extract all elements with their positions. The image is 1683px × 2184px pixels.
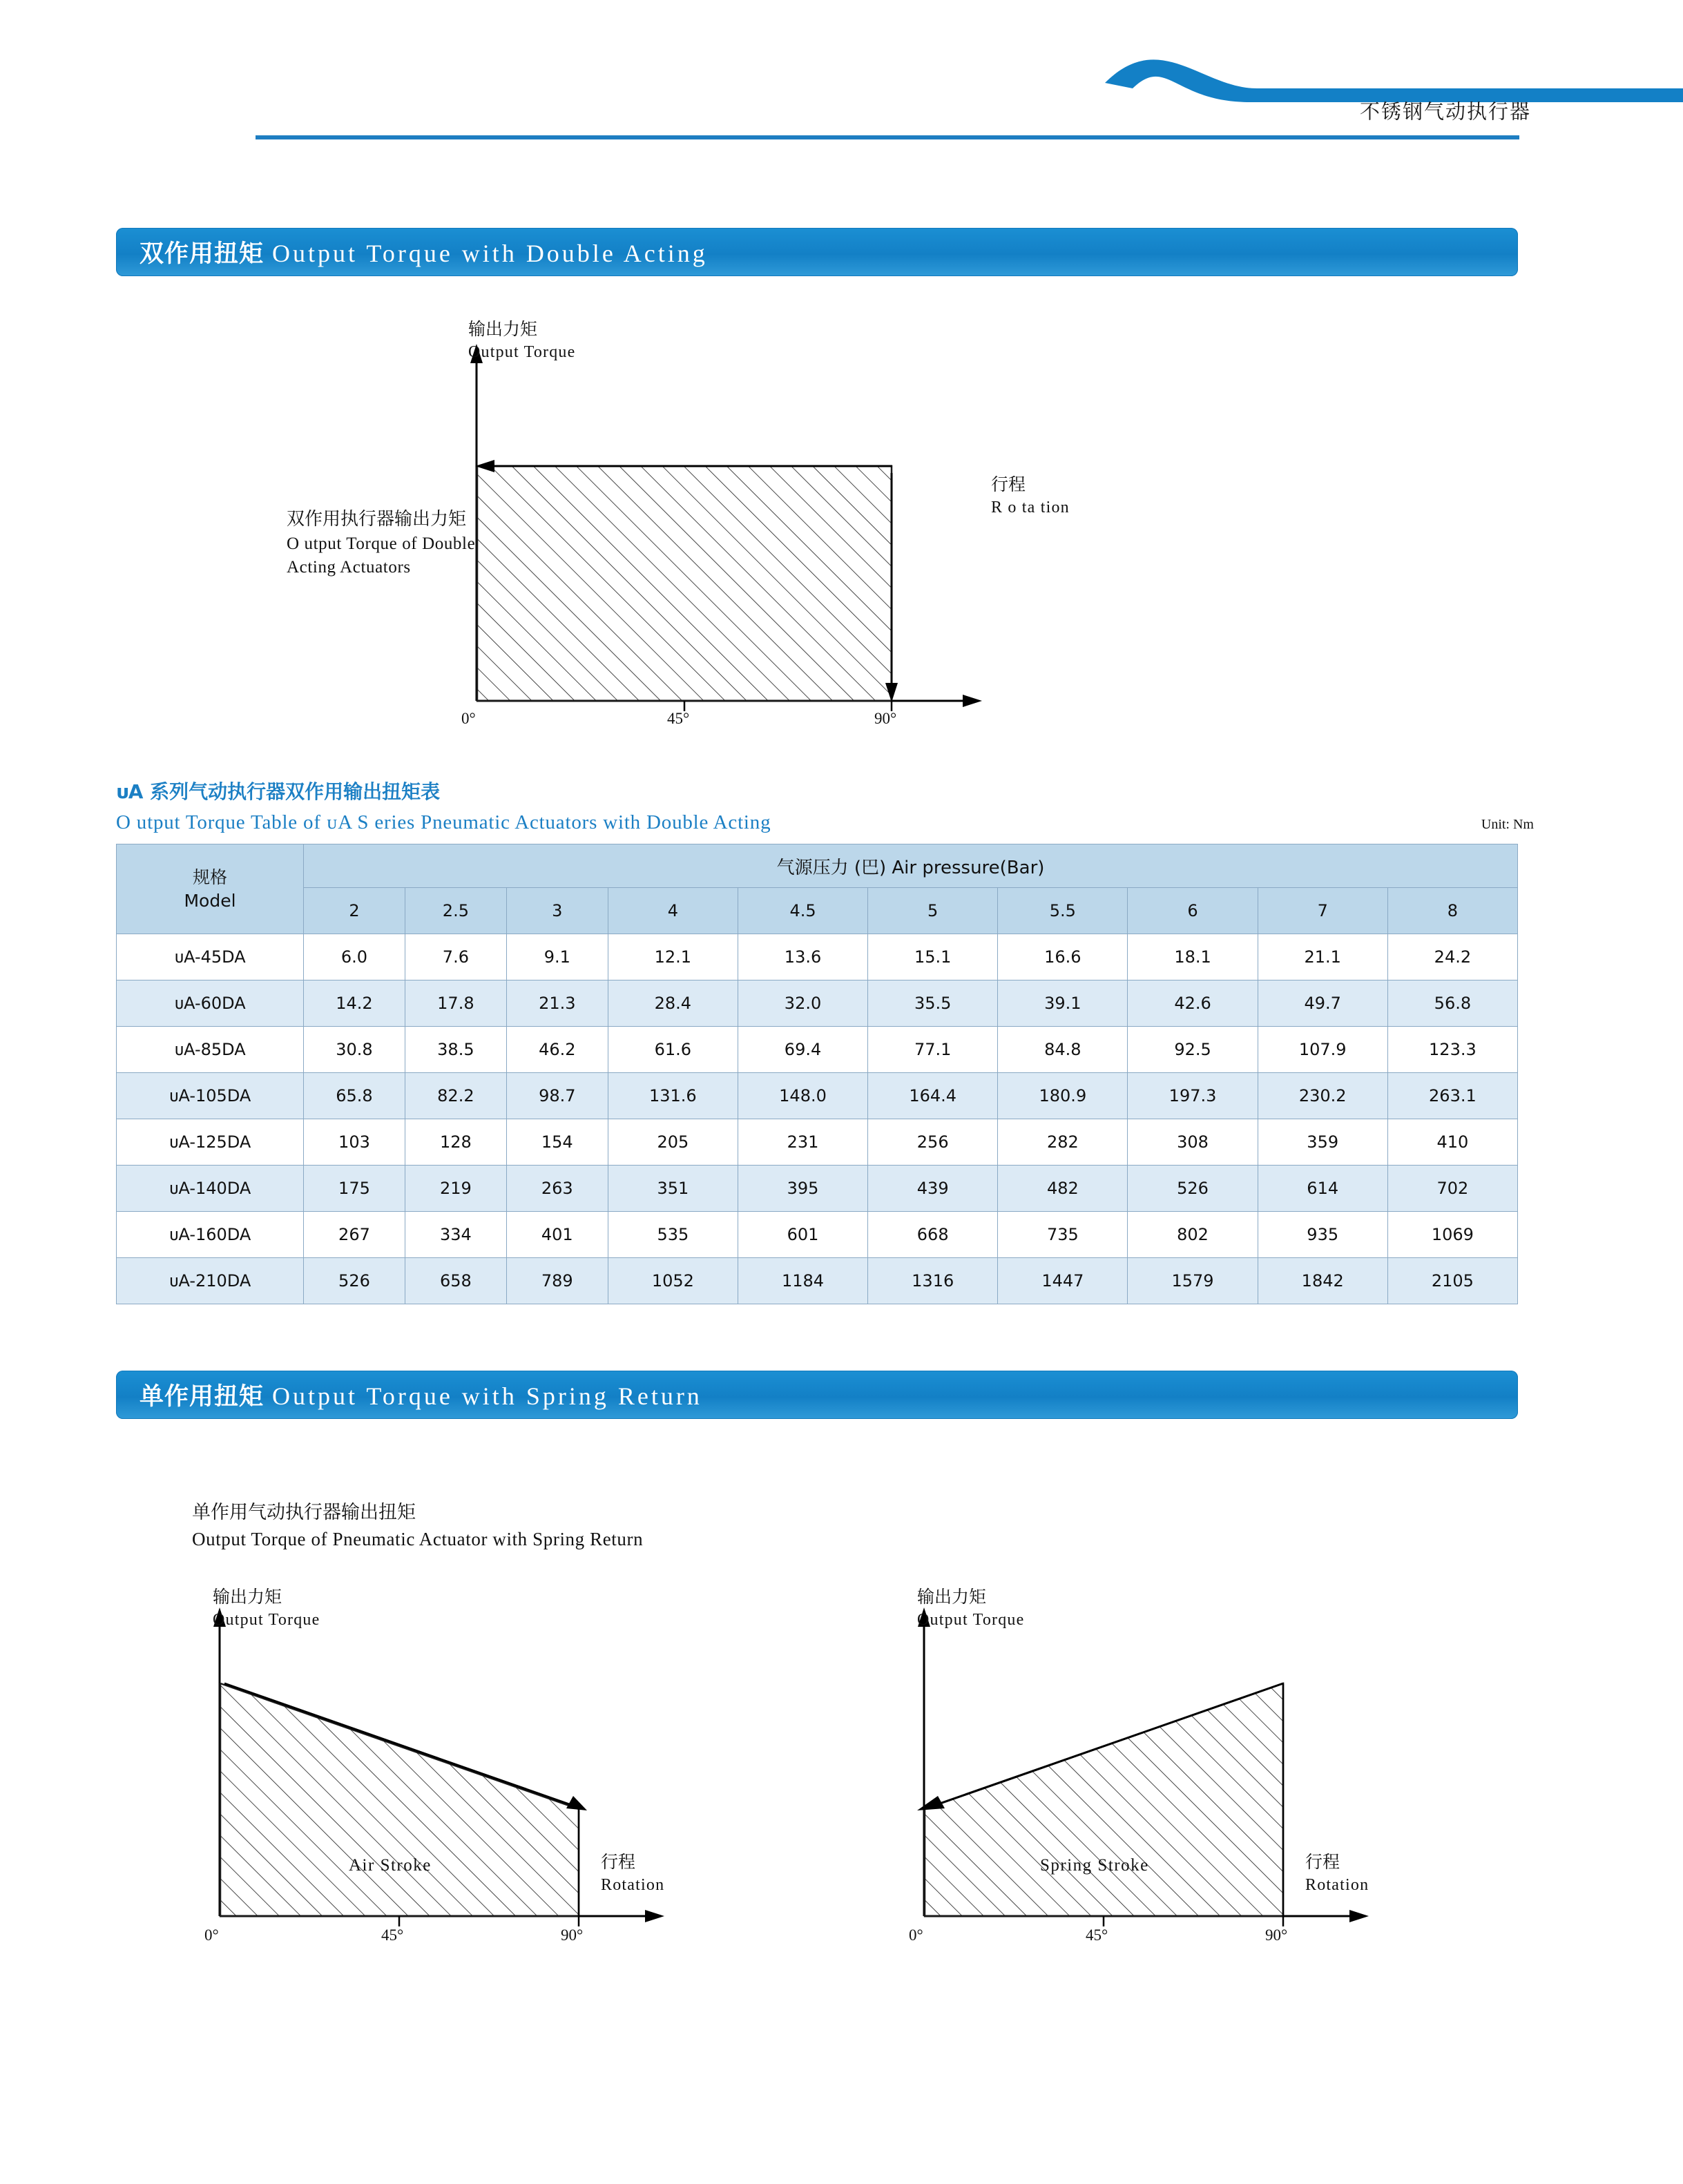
table-cell-value: 30.8: [304, 1027, 405, 1073]
table-cell-model: ᴜA-140DA: [117, 1166, 304, 1212]
table-cell-value: 14.2: [304, 980, 405, 1027]
table-cell-value: 410: [1387, 1119, 1517, 1166]
table-cell-value: 21.3: [506, 980, 608, 1027]
table-title-en: O utput Torque Table of ᴜA S eries Pneumatic Actuators with Double Acting: [116, 811, 771, 833]
spring-caption-en: Output Torque of Pneumatic Actuator with Spring Return: [192, 1529, 644, 1550]
table-row: [117, 1258, 1518, 1304]
table-cell-value: 107.9: [1258, 1027, 1387, 1073]
table-header-pressure-2: 2: [304, 888, 405, 934]
table-cell-value: 230.2: [1258, 1073, 1387, 1119]
y-axis-label-spring-stroke: [917, 1585, 1024, 1631]
table-header-row-1: [117, 844, 1518, 888]
table-cell-value: 175: [304, 1166, 405, 1212]
x-axis-label-spring-stroke: [1305, 1850, 1369, 1896]
table-unit-label: Unit: Nm: [1481, 817, 1534, 832]
x-axis-label-cn: 行程: [991, 474, 1026, 494]
table-cell-value: 395: [738, 1166, 867, 1212]
torque-table: [116, 844, 1518, 1304]
spring-caption-cn: 单作用气动执行器输出扭矩: [192, 1502, 416, 1523]
table-cell-value: 197.3: [1128, 1073, 1258, 1119]
table-cell-value: 38.5: [405, 1027, 506, 1073]
x-axis-label-en: Rotation: [1305, 1875, 1369, 1894]
table-cell-value: 56.8: [1387, 980, 1517, 1027]
banner-label-en: Output Torque with Double Acting: [272, 240, 708, 267]
table-cell-value: 231: [738, 1119, 867, 1166]
table-cell-value: 1842: [1258, 1258, 1387, 1304]
table-header-pressure-5.5: 5.5: [998, 888, 1128, 934]
tick-45deg-air: 45°: [381, 1926, 404, 1944]
table-row: [117, 1073, 1518, 1119]
table-title-cn: ᴜA 系列气动执行器双作用输出扭矩表: [116, 780, 441, 803]
table-cell-value: 84.8: [998, 1027, 1128, 1073]
table-cell-value: 65.8: [304, 1073, 405, 1119]
tick-0deg-spring: 0°: [909, 1926, 923, 1944]
table-cell-value: 21.1: [1258, 934, 1387, 980]
table-body: [117, 934, 1518, 1304]
table-cell-value: 802: [1128, 1212, 1258, 1258]
table-cell-value: 535: [608, 1212, 738, 1258]
model-header-en: Model: [184, 890, 236, 911]
table-header-pressure-4.5: 4.5: [738, 888, 867, 934]
banner-label-cn: 双作用扭矩: [140, 240, 265, 268]
table-row: [117, 1119, 1518, 1166]
table-cell-value: 6.0: [304, 934, 405, 980]
table-cell-model: ᴜA-125DA: [117, 1119, 304, 1166]
table-cell-value: 1579: [1128, 1258, 1258, 1304]
y-axis-label-left-chart: [468, 318, 575, 363]
table-cell-value: 482: [998, 1166, 1128, 1212]
spring-stroke-svg: [877, 1595, 1450, 1968]
tick-45deg-spring: 45°: [1086, 1926, 1108, 1944]
table-cell-value: 1069: [1387, 1212, 1517, 1258]
table-cell-value: 1184: [738, 1258, 867, 1304]
table-cell-model: ᴜA-45DA: [117, 934, 304, 980]
page-header: [0, 0, 1683, 166]
table-cell-value: 351: [608, 1166, 738, 1212]
table-cell-value: 1316: [868, 1258, 998, 1304]
table-header-model: [117, 844, 304, 934]
table-cell-value: 658: [405, 1258, 506, 1304]
x-axis-label-en: R o ta tion: [991, 498, 1070, 516]
table-cell-value: 164.4: [868, 1073, 998, 1119]
banner-label-cn-2: 单作用扭矩: [140, 1383, 265, 1411]
table-cell-value: 103: [304, 1119, 405, 1166]
table-cell-value: 1052: [608, 1258, 738, 1304]
table-cell-value: 92.5: [1128, 1027, 1258, 1073]
table-cell-value: 668: [868, 1212, 998, 1258]
table-cell-value: 401: [506, 1212, 608, 1258]
table-cell-value: 13.6: [738, 934, 867, 980]
table-cell-value: 16.6: [998, 934, 1128, 980]
tick-90deg-air: 90°: [561, 1926, 584, 1944]
table-cell-value: 205: [608, 1119, 738, 1166]
table-cell-value: 439: [868, 1166, 998, 1212]
banner-label-en-2: Output Torque with Spring Return: [272, 1382, 702, 1410]
y-axis-label-en: Output Torque: [468, 342, 576, 361]
table-cell-value: 17.8: [405, 980, 506, 1027]
table-cell-value: 82.2: [405, 1073, 506, 1119]
table-cell-value: 282: [998, 1119, 1128, 1166]
x-axis-label-en: Rotation: [601, 1875, 665, 1894]
air-stroke-svg: [173, 1595, 746, 1968]
table-cell-value: 359: [1258, 1119, 1387, 1166]
section-banner-spring-return: [116, 1371, 1518, 1419]
table-cell-value: 7.6: [405, 934, 506, 980]
table-cell-value: 263.1: [1387, 1073, 1517, 1119]
table-cell-value: 28.4: [608, 980, 738, 1027]
double-acting-diagram: [262, 319, 1229, 739]
y-axis-label-en: Output Torque: [917, 1610, 1025, 1629]
header-decoration: [0, 0, 1683, 166]
table-cell-value: 46.2: [506, 1027, 608, 1073]
table-cell-value: 32.0: [738, 980, 867, 1027]
banner-label-group: [140, 235, 708, 269]
table-cell-value: 128: [405, 1119, 506, 1166]
table-cell-value: 12.1: [608, 934, 738, 980]
table-cell-value: 24.2: [1387, 934, 1517, 980]
spring-return-caption: [192, 1500, 643, 1553]
caption-en-line1: O utput Torque of Double: [287, 534, 476, 553]
table-row: [117, 1166, 1518, 1212]
table-cell-value: 42.6: [1128, 980, 1258, 1027]
tick-45deg: 45°: [667, 710, 690, 727]
table-cell-value: 9.1: [506, 934, 608, 980]
tick-90deg-spring: 90°: [1265, 1926, 1288, 1944]
table-cell-value: 526: [304, 1258, 405, 1304]
table-cell-value: 154: [506, 1119, 608, 1166]
air-stroke-label: Air Stroke: [349, 1856, 432, 1875]
table-cell-value: 123.3: [1387, 1027, 1517, 1073]
table-cell-value: 18.1: [1128, 934, 1258, 980]
y-axis-label-en: Output Torque: [213, 1610, 320, 1629]
tick-90deg: 90°: [874, 710, 897, 727]
tick-0deg-air: 0°: [204, 1926, 219, 1944]
table-cell-value: 614: [1258, 1166, 1387, 1212]
banner-label-group-2: [140, 1378, 702, 1412]
table-cell-value: 2105: [1387, 1258, 1517, 1304]
table-cell-value: 334: [405, 1212, 506, 1258]
page-title: 不锈钢气动执行器: [1359, 99, 1531, 124]
table-header-pressure-6: 6: [1128, 888, 1258, 934]
x-axis-label-left-chart: [991, 473, 1070, 519]
table-header-pressure-2.5: 2.5: [405, 888, 506, 934]
table-row: [117, 1027, 1518, 1073]
x-axis-label-cn: 行程: [1305, 1852, 1340, 1872]
table-cell-model: ᴜA-160DA: [117, 1212, 304, 1258]
table-row: [117, 1212, 1518, 1258]
table-cell-value: 702: [1387, 1166, 1517, 1212]
table-cell-value: 148.0: [738, 1073, 867, 1119]
table-cell-value: 180.9: [998, 1073, 1128, 1119]
table-cell-value: 308: [1128, 1119, 1258, 1166]
table-header-pressure-7: 7: [1258, 888, 1387, 934]
table-cell-value: 131.6: [608, 1073, 738, 1119]
table-cell-value: 39.1: [998, 980, 1128, 1027]
table-header-pressure: 气源压力 (巴) Air pressure(Bar): [304, 844, 1518, 888]
table-cell-value: 263: [506, 1166, 608, 1212]
double-acting-caption: [287, 508, 604, 580]
table-cell-value: 77.1: [868, 1027, 998, 1073]
y-axis-label-cn: 输出力矩: [468, 319, 538, 339]
model-header-cn: 规格: [192, 867, 227, 887]
y-axis-label-air-stroke: [213, 1585, 320, 1631]
table-header-pressure-3: 3: [506, 888, 608, 934]
table-cell-model: ᴜA-85DA: [117, 1027, 304, 1073]
table-cell-value: 35.5: [868, 980, 998, 1027]
table-header-pressure-4: 4: [608, 888, 738, 934]
table-cell-model: ᴜA-210DA: [117, 1258, 304, 1304]
y-axis-label-cn: 输出力矩: [917, 1587, 987, 1607]
table-cell-value: 1447: [998, 1258, 1128, 1304]
caption-en-line2: Acting Actuators: [287, 558, 411, 577]
x-axis-label-cn: 行程: [601, 1852, 636, 1872]
tick-0deg: 0°: [461, 710, 476, 727]
table-cell-value: 219: [405, 1166, 506, 1212]
table-cell-model: ᴜA-60DA: [117, 980, 304, 1027]
table-header-pressure-8: 8: [1387, 888, 1517, 934]
table-cell-value: 49.7: [1258, 980, 1387, 1027]
table-cell-value: 601: [738, 1212, 867, 1258]
table-header-row-2: [117, 888, 1518, 934]
section-banner-double-acting: [116, 228, 1518, 276]
caption-cn: 双作用执行器输出力矩: [287, 509, 467, 530]
table-cell-value: 735: [998, 1212, 1128, 1258]
table-row: [117, 980, 1518, 1027]
table-cell-value: 267: [304, 1212, 405, 1258]
table-header-pressure-5: 5: [868, 888, 998, 934]
table-cell-value: 15.1: [868, 934, 998, 980]
table-cell-value: 61.6: [608, 1027, 738, 1073]
spring-stroke-diagram: [877, 1587, 1450, 1968]
spring-stroke-label: Spring Stroke: [1040, 1856, 1149, 1875]
table-cell-value: 98.7: [506, 1073, 608, 1119]
table-cell-value: 526: [1128, 1166, 1258, 1212]
table-cell-value: 69.4: [738, 1027, 867, 1073]
table-cell-model: ᴜA-105DA: [117, 1073, 304, 1119]
x-axis-label-air-stroke: [601, 1850, 664, 1896]
table-row: [117, 934, 1518, 980]
table-cell-value: 789: [506, 1258, 608, 1304]
table-cell-value: 256: [868, 1119, 998, 1166]
air-stroke-diagram: [173, 1587, 746, 1968]
y-axis-label-cn: 输出力矩: [213, 1587, 282, 1607]
table-cell-value: 935: [1258, 1212, 1387, 1258]
